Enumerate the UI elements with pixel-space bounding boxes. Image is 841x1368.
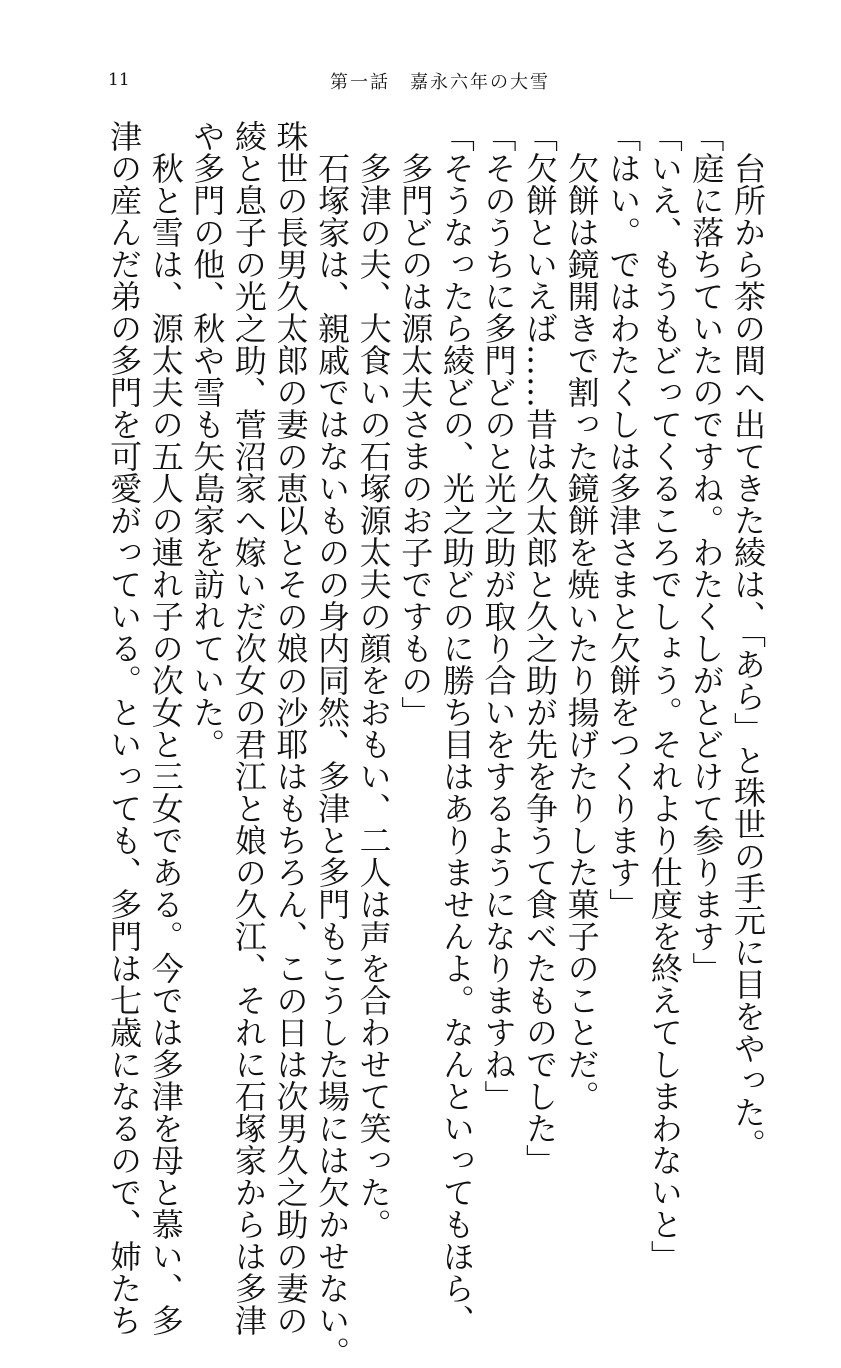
text-line: 多門どのは源太夫さまのお子ですもの」 [396,152,435,728]
text-line: 「そのうちに多門どのと光之助が取り合いをするようになりますね」 [479,120,518,1112]
text-line: 「そうなったら綾どの、光之助どのに勝ち目はありませんよ。なんといってもほら、 [437,120,476,1336]
text-line: 台所から茶の間へ出てきた綾は、「あら」と珠世の手元に目をやった。 [729,152,767,1160]
text-line: 「欠餅といえば……昔は久太郎と久之助が先を争うて食べたものでした」 [521,120,560,1176]
running-title: 第一話 嘉永六年の大雪 [330,72,550,93]
text-line: や多門の他、秋や雪も矢島家を訪れていた。 [188,120,227,760]
text-line: 多津の夫、大食いの石塚源太夫の顔をおもい、二人は声を合わせて笑った。 [354,152,393,1240]
text-line: 欠餅は鏡開きで割った鏡餅を焼いたり揚げたりした菓子のことだ。 [562,152,601,1112]
text-line: 津の産んだ弟の多門を可愛がっている。といっても、多門は七歳になるので、姉たち [105,120,144,1336]
text-line: 「いえ、もうもどってくるころでしょう。それより仕度を終えてしまわないと」 [645,120,684,1272]
text-line: 綾と息子の光之助、菅沼家へ嫁いだ次女の君江と娘の久江、それに石塚家からは多津 [229,120,268,1336]
text-line: 「はい。ではわたくしは多津さまと欠餅をつくります」 [604,120,643,920]
vertical-body-text [78,120,768,1368]
text-line: 秋と雪は、源太夫の五人の連れ子の次女と三女である。今では多津を母と慕い、多 [146,152,185,1336]
page-number: 11 [108,70,130,90]
text-line: 「庭に落ちていたのですね。わたくしがとどけて参ります」 [687,120,726,984]
text-line: 珠世の長男久太郎の妻の恵以とその娘の沙耶はもちろん、この日は次男久之助の妻の [271,120,310,1336]
text-line: 石塚家は、親戚ではないものの身内同然、多津と多門もこうした場には欠かせない。 [313,152,352,1368]
